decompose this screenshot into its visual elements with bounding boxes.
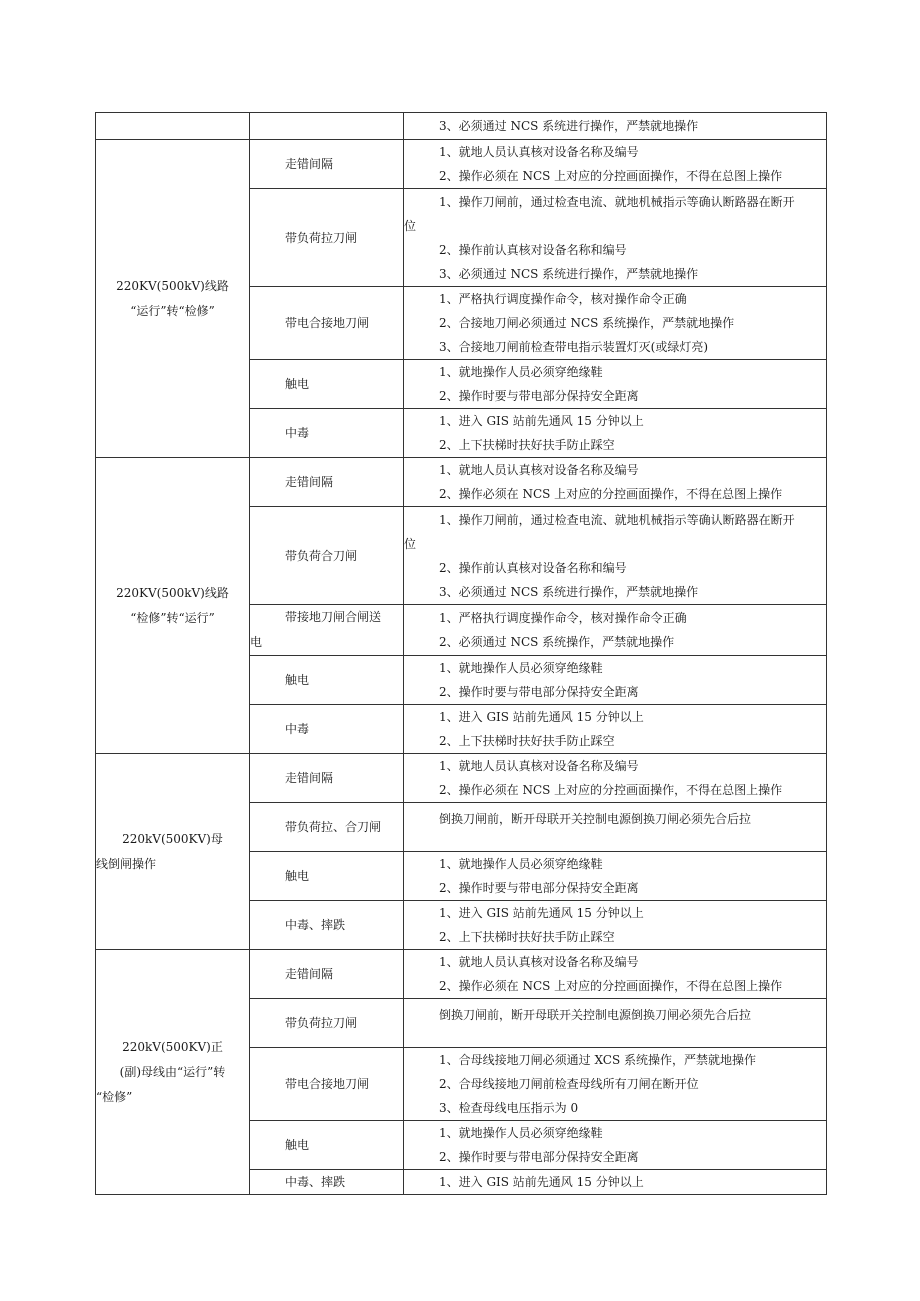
measure-line: 1、进入 GIS 站前先通风 15 分钟以上: [439, 414, 644, 428]
operation-line: 220KV(500kV)线路: [116, 585, 229, 600]
measure-line: 倒换刀闸前，断开母联开关控制电源倒换刀闸必须先合后拉: [439, 812, 752, 826]
risk-cell: 走错间隔: [250, 458, 404, 507]
measure-line: 1、就地人员认真核对设备名称及编号: [439, 463, 639, 477]
measures-cell: [404, 287, 827, 360]
operation-line: “检修”: [96, 1089, 133, 1104]
measure-line: 3、必须通过 NCS 系统进行操作，严禁就地操作: [439, 584, 699, 599]
risk-cell: 中毒、摔跌: [250, 1170, 404, 1195]
measure-line: 1、严格执行调度操作命令，核对操作命令正确: [439, 611, 687, 625]
operation-cell: [96, 140, 250, 458]
measures-cell: [404, 852, 827, 901]
operation-line: 220kV(500KV)母: [122, 831, 223, 846]
measure-line: 2、操作必须在 NCS 上对应的分控画面操作，不得在总图上操作: [439, 979, 783, 993]
measure-line: 1、进入 GIS 站前先通风 15 分钟以上: [439, 1175, 644, 1189]
risk-cell: 触电: [250, 360, 404, 409]
table-row: [96, 140, 827, 189]
measures-cell: [404, 140, 827, 189]
risk-cell: 带电合接地刀闸: [250, 1048, 404, 1121]
operation-cell: [96, 754, 250, 950]
measure-line: 1、操作刀闸前，通过检查电流、就地机械指示等确认断路器在断开: [439, 194, 795, 209]
operation-cell: [96, 950, 250, 1195]
table-row: [96, 950, 827, 999]
measure-line: 3、必须通过 NCS 系统进行操作，严禁就地操作: [439, 266, 699, 281]
risk-cell: 走错间隔: [250, 950, 404, 999]
measures-cell: [404, 458, 827, 507]
measures-cell: [404, 1121, 827, 1170]
measures-cell: [404, 1170, 827, 1195]
measure-line: 2、操作时要与带电部分保持安全距离: [439, 389, 639, 403]
measure-line: 2、操作时要与带电部分保持安全距离: [439, 881, 639, 895]
risk-cell: 带负荷拉刀闸: [250, 999, 404, 1048]
risk-cell: 带负荷合刀闸: [250, 507, 404, 605]
measures-cell: [404, 803, 827, 852]
measures-cell: [404, 656, 827, 705]
measure-line: 位: [404, 218, 417, 233]
operation-line: “运行”转“检修”: [130, 303, 215, 318]
operation-line: 220KV(500kV)线路: [116, 278, 229, 293]
risk-cell: [250, 113, 404, 140]
measure-line: 1、合母线接地刀闸必须通过 XCS 系统操作，严禁就地操作: [439, 1053, 757, 1067]
measures-cell: [404, 507, 827, 605]
risk-cell: 中毒、摔跌: [250, 901, 404, 950]
measure-line: 1、就地操作人员必须穿绝缘鞋: [439, 857, 603, 871]
measure-line: 1、就地操作人员必须穿绝缘鞋: [439, 661, 603, 675]
measures-cell: [404, 113, 827, 140]
measures-cell: [404, 999, 827, 1048]
risk-cell: 触电: [250, 852, 404, 901]
measures-cell: [404, 901, 827, 950]
measures-cell: [404, 705, 827, 754]
measure-line: 1、操作刀闸前，通过检查电流、就地机械指示等确认断路器在断开: [439, 512, 795, 527]
measure-line: 2、操作必须在 NCS 上对应的分控画面操作，不得在总图上操作: [439, 169, 783, 183]
measure-line: 2、合母线接地刀闸前检查母线所有刀闸在断开位: [439, 1077, 699, 1091]
measure-line: 2、必须通过 NCS 系统操作，严禁就地操作: [439, 635, 675, 649]
risk-cell: [250, 605, 404, 656]
operation-cell: [96, 458, 250, 754]
operation-line: 线倒闸操作: [96, 856, 157, 871]
risk-cell: 触电: [250, 656, 404, 705]
measure-line: 1、进入 GIS 站前先通风 15 分钟以上: [439, 906, 644, 920]
risk-cell: 走错间隔: [250, 754, 404, 803]
risk-cell: 中毒: [250, 705, 404, 754]
risk-label: 带接地刀闸合闸送: [285, 610, 382, 624]
measures-cell: [404, 189, 827, 287]
table-row: [96, 754, 827, 803]
measures-cell: [404, 605, 827, 656]
measure-line: 1、就地操作人员必须穿绝缘鞋: [439, 1126, 603, 1140]
risk-cell: 走错间隔: [250, 140, 404, 189]
measure-line: 3、必须通过 NCS 系统进行操作，严禁就地操作: [439, 119, 699, 133]
measure-line: 2、操作必须在 NCS 上对应的分控画面操作，不得在总图上操作: [439, 783, 783, 797]
measure-line: 1、就地人员认真核对设备名称及编号: [439, 759, 639, 773]
measure-line: 2、上下扶梯时扶好扶手防止踩空: [439, 930, 615, 944]
risk-cell: 带负荷拉、合刀闸: [250, 803, 404, 852]
table-row: [96, 113, 827, 140]
measure-line: 1、就地操作人员必须穿绝缘鞋: [439, 365, 603, 379]
measure-line: 2、操作前认真核对设备名称和编号: [439, 560, 627, 575]
risk-cell: 带负荷拉刀闸: [250, 189, 404, 287]
safety-measures-table: [95, 112, 827, 1195]
measure-line: 2、操作必须在 NCS 上对应的分控画面操作，不得在总图上操作: [439, 487, 783, 501]
operation-line: (副)母线由“运行”转: [119, 1064, 226, 1079]
measure-line: 2、上下扶梯时扶好扶手防止踩空: [439, 438, 615, 452]
measures-cell: [404, 360, 827, 409]
measures-cell: [404, 950, 827, 999]
measure-line: 倒换刀闸前，断开母联开关控制电源倒换刀闸必须先合后拉: [439, 1008, 752, 1022]
measure-line: 1、进入 GIS 站前先通风 15 分钟以上: [439, 710, 644, 724]
risk-cell: 触电: [250, 1121, 404, 1170]
measure-line: 2、操作前认真核对设备名称和编号: [439, 242, 627, 257]
measure-line: 2、操作时要与带电部分保持安全距离: [439, 685, 639, 699]
measures-cell: [404, 754, 827, 803]
measure-line: 3、检查母线电压指示为 0: [439, 1101, 579, 1115]
measure-line: 位: [404, 536, 417, 551]
operation-cell: [96, 113, 250, 140]
operation-line: 220kV(500KV)正: [122, 1039, 223, 1054]
table-row: [96, 458, 827, 507]
measure-line: 1、就地人员认真核对设备名称及编号: [439, 955, 639, 969]
measure-line: 3、合接地刀闸前检查带电指示装置灯灭(或绿灯亮): [439, 340, 708, 354]
operation-line: “检修”转“运行”: [130, 610, 215, 625]
measures-cell: [404, 1048, 827, 1121]
measure-line: 2、合接地刀闸必须通过 NCS 系统操作，严禁就地操作: [439, 316, 735, 330]
measure-line: 1、就地人员认真核对设备名称及编号: [439, 145, 639, 159]
measures-cell: [404, 409, 827, 458]
risk-label-cont: 电: [250, 635, 263, 649]
measure-line: 2、操作时要与带电部分保持安全距离: [439, 1150, 639, 1164]
measure-line: 1、严格执行调度操作命令，核对操作命令正确: [439, 292, 687, 306]
measure-line: 2、上下扶梯时扶好扶手防止踩空: [439, 734, 615, 748]
risk-cell: 带电合接地刀闸: [250, 287, 404, 360]
risk-cell: 中毒: [250, 409, 404, 458]
